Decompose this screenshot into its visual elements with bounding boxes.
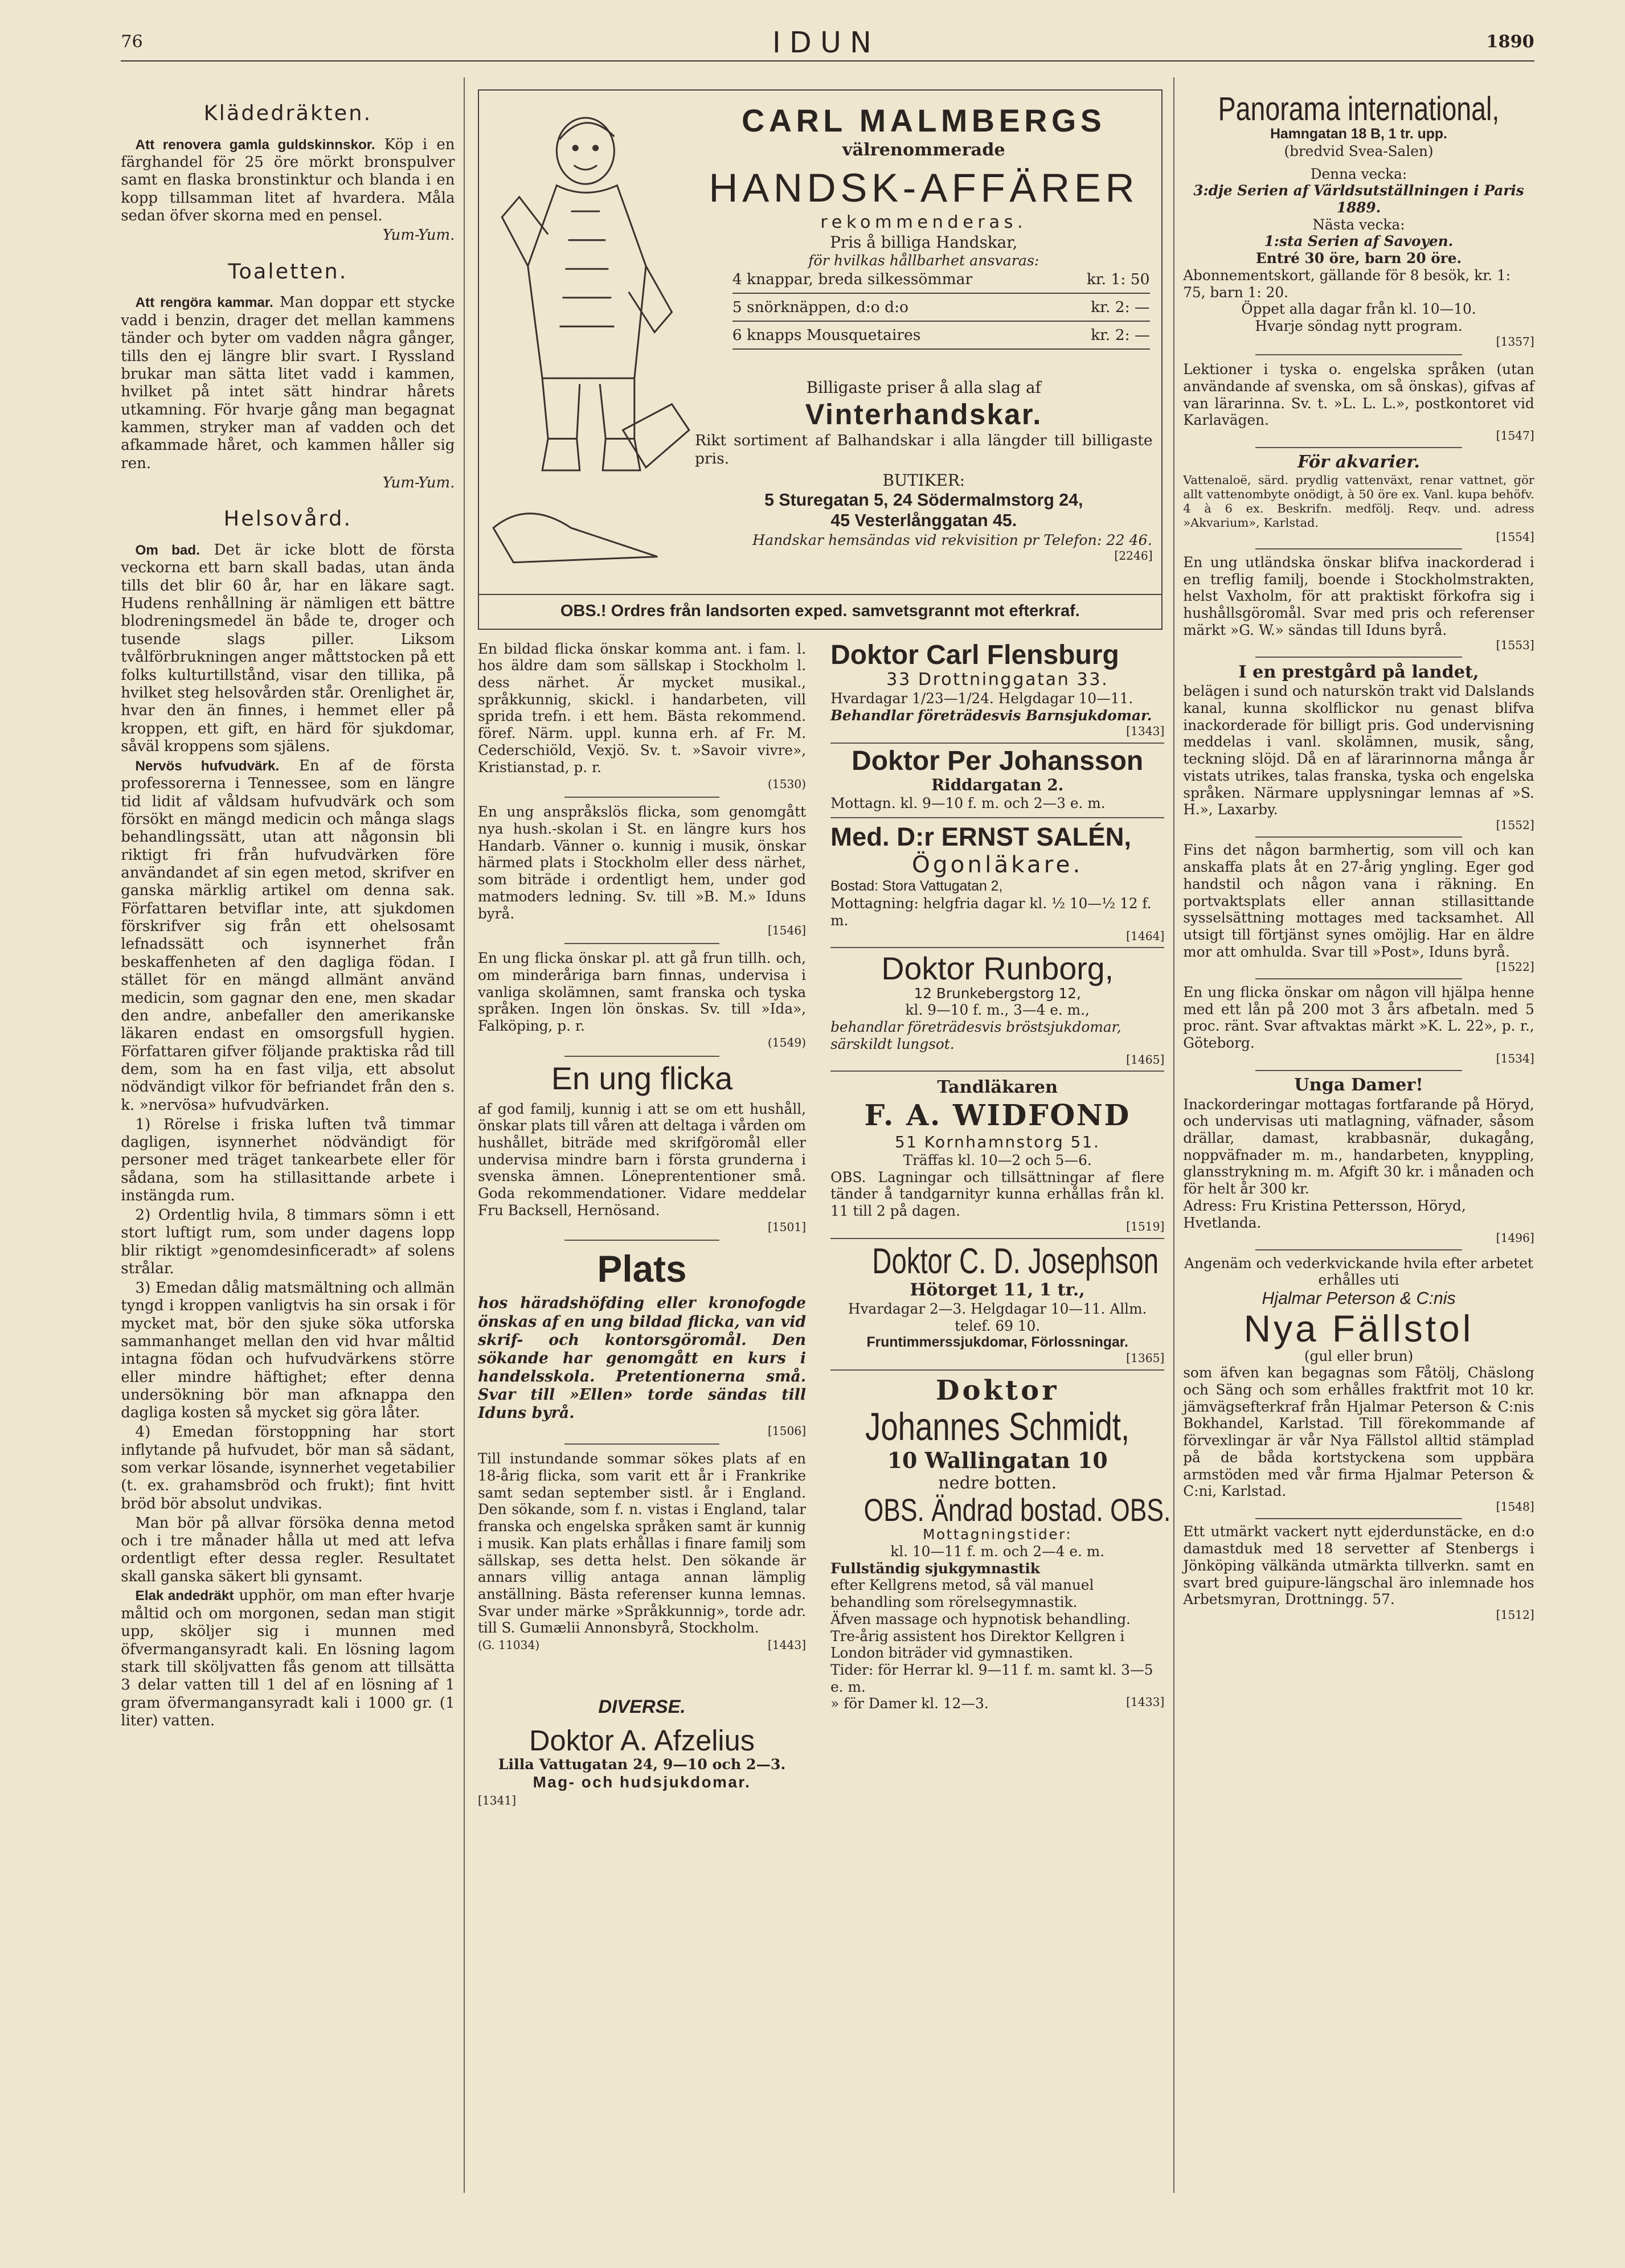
doctor-johansson-name: Doktor Per Johansson [852,746,1144,777]
signature: Yum-Yum. [382,474,455,491]
classified-ad: En bildad flicka önskar komma ant. i fam. l. hos äldre dam som sällskap i Stockholm l. dess närhet. Är mycket musikal., språkkunnig, skickl. i handarbeten, vill sprida trefn. i ett hem. Bästa rekommend. föref. Närm. uppl. kunna erh. af Fr. M. Cederschiöld, Vexjö. Sv. t. »Savoir vivre», Kristianstad, p. r. (1530) [477,640,807,791]
ad-delivery-note: Handskar hemsändas vid rekvisition pr Telefon: 22 46. [752,531,1152,548]
doctor-schmidt-name: Johannes Schmidt, [865,1405,1130,1449]
panorama-title: Panorama international, [1218,90,1500,128]
ad-title-en-ung-flicka: En ung flicka [551,1060,733,1096]
classified-ad: En ung flicka önskar pl. att gå frun tillh. och, om minderåriga barn finnas, undervisa i vanliga skolämnen, samt franska och tyska språken. Ingen lön önskas. Sv. till »Ida», Falköping, p. r. (1549) [477,950,807,1050]
page-number: 76 [121,31,143,52]
dentist-widfond-name: F. A. WIDFOND [864,1098,1131,1132]
ad-obs-line: OBS.! Ordres från landsorten exped. samvetsgrannt mot efterkraf. [560,601,1080,620]
article-paragraph: 1) Rörelse i friska luften två timmar dagligen, isynnerhet nödvändigt för personer med träget tankearbete eller för sådana, som ha stillasittande arbete i instängda rum. [121,1115,455,1204]
ad-title-akvarier: För akvarier. [1297,452,1420,473]
article-paragraph: 2) Ordentlig hvila, 8 timmars sömn i ett stort luftigt rum, som under dagens lopp blir riktigt »genomdesinficeradt» af solens strålar. [121,1206,455,1277]
classified-ad: Till instundande sommar sökes plats af en 18-årig flicka, som varit ett år i Frankrike samt sedan september sistl. år i England. Den sökande, som f. n. vistas i England, talar franska och engelska språken samt är kunnig i musik. Kan plats erhållas i finare familj som sällskap, ses detta helst. Den sökande är annars villig antaga annan lämplig anställning. Bästa referenser kunna lemnas. Svar under märke »Språkkunnig», torde adr. till S. Gumælii Annonsbyrå, Stockholm. (G. 11034) [1443] [477,1450,807,1652]
ad-assortment: Rikt sortiment af Balhandskar i alla längder till billigaste pris. [695,432,1153,468]
ad-guarantee: för hvilkas hållbarhet ansvaras: [808,252,1039,269]
ad-address-1: 5 Sturegatan 5, 24 Södermalmstorg 24, [764,490,1083,510]
price-row: 4 knappar, breda silkessömmar kr. 1: 50 [732,266,1150,294]
ad-nya-fallstol-title: Nya Fällstol [1243,1307,1474,1350]
section-title-toaletten: Toaletten. [228,259,348,284]
editorial-column [121,92,455,1732]
glove-boy-illustration [485,96,701,571]
article-paragraph: Att renovera gamla guldskinnskor. Köp i en färghandel för 25 öre mörkt bronspulver samt en flaska bronstinktur och blanda i en kopp tillsamman litet af hvardera. Måla sedan öfver skorna med en pensel. [121,136,455,225]
ad-ref-number: [2246] [1114,549,1153,563]
classified-ad: af god familj, kunnig i att se om ett hushåll, önskar plats till våren att deltaga i vården om hushållet, biträde med skrifgöromål eller undervisa mindre barn i första grunderna i svenska ämnen. Löneprententioner små. Goda rekommendationer. Vidare meddelar Fru Backsell, Hernösand. [1501] [477,1100,807,1235]
ad-afzelius-address: Lilla Vattugatan 24, 9—10 och 2—3. [498,1755,786,1773]
signature: Yum-Yum. [382,227,455,244]
ad-winter-gloves: Vinterhandskar. [805,397,1042,430]
column-rule-right [1173,77,1174,2193]
article-paragraph: Man bör på allvar försöka denna metod och i tre månader hålla ut med att lefva ordentligt efter dessa regler. Resultatet skall ganska säkert bli gynsamt. [121,1514,455,1585]
malmberg-glove-ad [478,89,1163,630]
article-paragraph: Att rengöra kammar. Man doppar ett stycke vadd i benzin, drager det mellan kammens tänder och byter om vadden några gånger, tills den ej längre blir svart. I Ryssland brukar man sätta litet vadd i kammen, hvilket på intet sätt hindrar hårets utkamning. För hvarje gång man begagnat kammen, stryker man af vadden och det afkammade håret, och kammen håller sig ren. [121,294,455,472]
classified-ad: En ung utländska önskar blifva inackorderad i en treflig familj, boende i Stockholmstrakten, helst Vaxholm, för att praktiskt förkofra sig i hushållsgöromål. Svar med pris och referenser märkt »G. W.» sändas till Iduns byrå. [1183,553,1534,638]
section-title-helsovard: Helsovård. [223,506,353,531]
ad-headline: HANDSK-AFFÄRER [709,165,1139,211]
ad-recommend: rekommenderas. [820,212,1028,232]
doctors-column: Doktor Carl Flensburg 33 Drottninggatan 33. Hvardagar 1/23—1/24. Helgdagar 10—11. Behandlar företrädesvis Barnsjukdomar. [1343] Doktor Per Johansson Riddargatan 2. Mottagn. kl. 9—10 f. m. och 2—3 e. m. Med. D:r ERNST SALÉN, Ögonläkare. Bostad: Stora Vattugatan 2, Mottagning: helgfria dagar kl. ½ 10—½ 12 f. m. [1464] Doktor Runborg, 12 Brunkebergstorg 12, kl. 9—10 f. m., 3—4 e. m., behandlar företrädesvis bröstsjukdomar, särskildt lungsot. [1465] Tandläkaren F. A. WIDFOND 51 Kornhamnstorg 51. Träffas kl. 10—2 och 5—6. OBS. Lagningar och tillsättningar af flere tänder å tandgarnityr kunna erhållas från kl. 11 till 2 på dagen. [1519] Doktor C. D. Josephson Hötorget 11, 1 tr., Hvardagar 2—3. Helgdagar 10—11. Allm. telef. 69 10. Fruntimmerssjukdomar, Förlossningar. [1365] Doktor Johannes Schmidt, 10 Wallingatan 10 nedre botten. OBS. Ändrad bostad. OBS. Mottagningstider: kl. 10—11 f. m. och 2—4 e. m. Fullständig sjukgymnastik efter Kellgrens metod, så väl manuel behandling som rörelsegymnastik. Äfven massage och hypnotisk behandling. Tre-årig assistent hos Direktor Kellgren i London biträder vid gymnastiken. Tider: för Herrar kl. 9—11 f. m. samt kl. 3—5 e. m. » för Damer kl. 12—3. [1433] [830,640,1171,1712]
ad-afzelius-specialty: Mag- och hudsjukdomar. [533,1773,751,1791]
price-row: 5 snörknäppen, d:o d:o kr. 2: — [732,294,1150,322]
ad-afzelius-name: Doktor A. Afzelius [529,1724,755,1757]
article-paragraph: Om bad. Det är icke blott de första veckorna ett barn skall badas, utan ända tills det blir 60 år, har en läkare sagt. Hudens renhållning är nämligen ett bättre blodreningsmedel än både te, droger och tusende slags piller. Liksom tvålförbrukningen anger måttstocken på ett folks kulturtillstånd, visar den tillika, på hvilket steg helsovården står. Orenlighet är, hvar den än finnes, i hemmet eller på kroppen, ett gift, en härd för sjukdomar, såväl kroppens som själens. [121,542,455,755]
page-header [121,26,1534,61]
article-paragraph: 4) Emedan förstoppning har stort inflytande på hufvudet, bör man så sädant, som verkar lösande, isynnerhet vegetabilier (t. ex. grahamsbröd och frukt); fint hvitt bröd bör absolut undvikas. [121,1424,455,1512]
section-diverse: DIVERSE. [598,1695,686,1717]
classifieds-column-4: Panorama international, Hamngatan 18 B, 1 tr. upp. (bredvid Svea-Salen) Denna vecka: 3:dje Serien af Världsutställningen i Paris 1889. Nästa vecka: 1:sta Serien af Savoyen. Entré 30 öre, barn 20 öre. Abonnementskort, gällande för 8 besök, kr. 1: 75, barn 1: 20. Öppet alla dagar från kl. 10—10. Hvarje söndag nytt program. [1357] Lektioner i tyska o. engelska språken (utan användande af svenska, om så önskas), gifvas af van lärarinna. Sv. t. »L. L. L.», postkontoret vid Karlavägen. [1547] För akvarier. Vattenaloë, särd. prydlig vattenväxt, renar vattnet, gör allt vattenombyte onödigt, à 50 öre ex. Vanl. kupa behöfv. 4 à 6 ex. Beskrifn. medfölj. Reqv. und. adress »Akvarium», Karlstad. [1554] En ung utländska önskar blifva inackorderad i en treflig familj, boende i Stockholmstrakten, helst Vaxholm, för att praktiskt förkofra sig i hushållsgöromål. Svar med pris och referenser märkt »G. W.» sändas till Iduns byrå. [1553] I en prestgård på landet, belägen i sund och naturskön trakt vid Dalslands kanal, kunna skolflickor nu genast blifva inackorderade för billigt pris. God undervisning meddelas i vanl. skolämnen, musik, sång, teckning slöjd. Då en af lärarinnorna många år vistats utrikes, talas franska, tyska och engelska språken. Närmare upplysningar lemnas af »S. H.», Laxarby. [1552] Fins det någon barmhertig, som vill och kan anskaffa plats åt en 27-årig yngling. Eger god handstil och någon vana i räkning. En portvaktsplats eller annan stillasittande sysselsättning mottages med tacksamhet. All utsigt till förtjänst synes omöjlig. Har en äldre mor att omhulda. Svar till »Post», Iduns byrå. [1522] En ung flicka önskar om någon vill hjälpa henne med ett lån på 200 mot 3 års afbetaln. med 5 proc. ränt. Svar aftvaktas märkt »K. L. 22», p. r., Göteborg. [1534] Unga Damer! Inackorderingar mottagas fortfarande på Höryd, och undervisas uti matlagning, väfnader, såsom drällar, damast, krabbasnär, dukagång, noppväfnader m. m., handarbeten, knyppling, glansstrykning m. m. Afgift 30 kr. i månaden och för helt år 300 kr. Adress: Fru Kristina Pettersson, Höryd, Hvetlanda. [1496] Angenäm och vederkvickande hvila efter arbetet erhålles uti Hjalmar Peterson & C:nis Nya Fällstol (gul eller brun) som äfven kan begagnas som Fåtölj, Chäslong och Säng och som erhålles fraktfrit mot 10 kr. jämvägsefterkraf från Hjalmar Peterson & C:nis Bokhandel, Karlstad. Till förekommande af förvexlingar är vår Nya Fällstol alltid stämplad på de båda kortstyckena som uppbära armstöden med vår firma Hjalmar Peterson & C:ni, Karlstad. [1548] Ett utmärkt vackert nytt ejderdunstäcke, en d:o damastduk med 18 servetter af Stenbergs i Jönköping välkända utmärkta tillverkn. samt en svart bred guipure-längschal äro inlemnade hos Arbetsmyran, Drottningg. 57. [1512] [1183,90,1534,1622]
classified-ad: En ung flicka önskar om någon vill hjälpa henne med ett lån på 200 mot 3 års afbetaln. med 5 proc. ränt. Svar aftvaktas märkt »K. L. 22», p. r., Göteborg. [1183,983,1534,1051]
ad-firm-name: CARL MALMBERGS [742,102,1106,138]
ad-title-unga-damer: Unga Damer! [1294,1075,1423,1096]
doctor-salen-name: Med. D:r ERNST SALÉN, [830,822,1132,852]
ad-shops-label: BUTIKER: [882,471,965,490]
article-paragraph: Nervös hufvudvärk. En af de första professorerna i Tennessee, som en längre tid lidit af våldsam hufvudvärk och som försökt en mängd medicin och många slags behandlingssätt, utan att någonsin bli riktigt fri från hufvudvärken före användandet af sin egen metod, skrifver en ganska märklig artikel om denna sak. Författaren betviflar inte, att sjukdomen förskrifver sig från ett ohelsosamt lefnadssätt och isynnerhet från beskaffenheten af den dagliga födan. I stället för en mängd allmänt använd medicin, som gagnar den ene, men skadar den andre, anbefaller den amerikanske läkaren endast en omsorgsfull hygien. Författaren gifver följande praktiska råd till dem, som ha en fast vilja, ett absolut nödvändigt vilkor för befriandet från den s. k. »nervösa» hufvudvärken. [121,757,455,1114]
price-row: 6 knapps Mousquetaires kr. 2: — [732,322,1150,350]
price-list [732,266,1150,350]
ad-address-2: 45 Vesterlånggatan 45. [830,511,1017,531]
masthead-title: IDUN [772,26,881,60]
doctor-runborg-name: Doktor Runborg, [881,950,1114,986]
article-paragraph: Elak andedräkt upphör, om man efter hvarje måltid och om morgonen, sedan man stigit upp, sköljer sig i munnen med öfvermangansyradt kali. En lösning lagom stark till sköljvatten fås genom att tillsätta 3 delar vatten till 1 del af en lösning af 1 gram öfvermangansyradt kali i 1000 gr. (1 liter) vatten. [121,1587,455,1729]
classified-ad: En ung anspråkslös flicka, som genomgått nya hush.-skolan i St. en längre kurs hos Handarb. Vänner o. kunnig i musik, önskar härmed plats i Stockholm eller dess närhet, som biträde i ordentligt hem, under god matmoders ledning. Sv. till »B. M.» Iduns byrå. [1546] [477,803,807,937]
ad-price-intro: Pris å billiga Handskar, [830,233,1018,252]
classified-ad: Fins det någon barmhertig, som vill och kan anskaffa plats åt en 27-årig yngling. Eger god handstil och någon vana i räkning. En portvaktsplats eller annan stillasittande sysselsättning mottages med tacksamhet. All utsigt till förtjänst synes omöjlig. Har en äldre mor att omhulda. Svar till »Post», Iduns byrå. [1183,842,1534,960]
classified-ad: hos häradshöfding eller kronofogde önskas af en ung bildad flicka, van vid skrif- och kontorsgöromål. Den sökande har genomgått en kurs i handelsskola. Pretentionerna små. Svar till »Ellen» torde sändas till Iduns byrå. [1506] [477,1294,807,1438]
ad-title-prestgard: I en prestgård på landet, [1238,662,1479,682]
doctor-flensburg-name: Doktor Carl Flensburg [830,640,1119,671]
article-paragraph: 3) Emedan dålig matsmältning och allmän tyngd i kroppen vanligtvis ha sin orsak i för mycket mat, bör den sjuke söka utforska sammanhanget mellan den vid hvar måltid intagna födan och hufvudvärkens större eller mindre häftighet; efter denna undersökning bör man afknappa den dagliga kosten så mycket sig göra låter. [121,1279,455,1422]
classifieds-column-2: En bildad flicka önskar komma ant. i fam. l. hos äldre dam som sällskap i Stockholm l. dess närhet. Är mycket musikal., språkkunnig, skickl. i handarbeten, vill sprida trefn. i ett hem. Bästa rekommend. föref. Närm. uppl. kunna erh. af Fr. M. Cederschiöld, Vexjö. Sv. t. »Savoir vivre», Kristianstad, p. r. (1530) En ung anspråkslös flicka, som genomgått nya hush.-skolan i St. en längre kurs hos Handarb. Vänner o. kunnig i musik, önskar härmed plats i Stockholm eller dess närhet, som biträde i ordentligt hem, under god matmoders ledning. Sv. till »B. M.» Iduns byrå. [1546] En ung flicka önskar pl. att gå frun tillh. och, om minderåriga barn finnas, undervisa i vanliga skolämnen, samt franska och tyska språken. Ingen lön önskas. Sv. till »Ida», Falköping, p. r. (1549) En ung flicka af god familj, kunnig i att se om ett hushåll, önskar plats till våren att deltaga i vården om hushållet, biträde med skrifgöromål eller undervisa mindre barn i första grunderna i svenska ämnen. Löneprententioner små. Goda rekommendationer. Vidare meddelar Fru Backsell, Hernösand. [1501] Plats hos häradshöfding eller kronofogde önskas af en ung bildad flicka, van vid skrif- och kontorsgöromål. Den sökande har genomgått en kurs i handelsskola. Pretentionerna små. Svar till »Ellen» torde sändas till Iduns byrå. [1506] Till instundande sommar sökes plats af en 18-årig flicka, som varit ett år i Frankrike samt sedan september sistl. år i England. Den sökande, som f. n. vistas i England, talar franska och engelska språken samt är kunnig i musik. Kan plats erhållas i finare familj som sällskap, ses detta helst. Den sökande är annars villig antaga annan lämplig anställning. Bästa referenser kunna lemnas. Svar under märke »Språkkunnig», torde adr. till S. Gumælii Annonsbyrå, Stockholm. (G. 11034) [1443] DIVERSE. Doktor A. Afzelius Lilla Vattugatan 24, 9—10 och 2—3. Mag- och hudsjukdomar. [1341] [477,640,807,1808]
section-title-kladedrakten: Klädedräkten. [203,100,373,125]
ad-cheap-line: Billigaste priser å alla slag af [806,378,1041,397]
column-rule-left [464,77,465,2193]
doctor-josephson-name: Doktor C. D. Josephson [872,1241,1159,1282]
ad-title-plats: Plats [597,1248,687,1290]
classified-ad: Ett utmärkt vackert nytt ejderdunstäcke, en d:o damastduk med 18 servetter af Stenbergs i Jönköping välkända utmärkta tillverkn. samt en svart bred guipure-längschal äro inlemnade hos Arbetsmyran, Drottningg. 57. [1183,1523,1534,1608]
classified-ad: Lektioner i tyska o. engelska språken (utan användande af svenska, om så önskas), gifvas af van lärarinna. Sv. t. »L. L. L.», postkontoret vid Karlavägen. [1183,361,1534,429]
ad-subtitle: välrenommerade [842,140,1005,160]
page-year: 1890 [1486,31,1534,52]
